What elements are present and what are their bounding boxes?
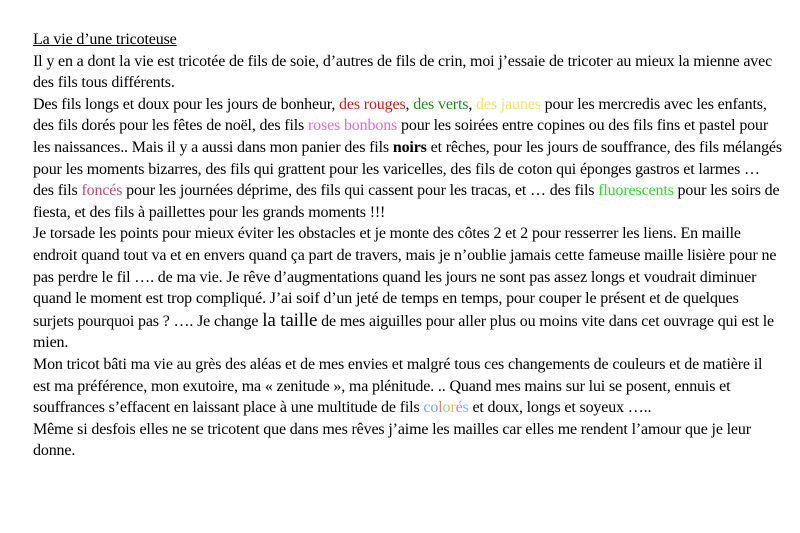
- letter: o: [442, 399, 451, 417]
- text-run: Mon tricot bâti ma vie au grès des aléas et de mes envies et malgré tous ces changements de couleurs et de matière il est ma préférence, mon exutoire, ma « zenitude », ma plénitude. .. Quand mes mains sur lui se posent, ennuis et souffrances s’effacent en laissant place à une multitude de fils: [33, 355, 763, 417]
- word-la-taille: la taille: [262, 309, 318, 331]
- word-fonces: foncés: [81, 182, 123, 200]
- letter: r: [450, 399, 456, 417]
- letter: s: [462, 399, 469, 417]
- word-rouges: des rouges: [339, 95, 406, 113]
- word-colores: [423, 399, 468, 416]
- document-body: [33, 29, 783, 462]
- text-run: Des fils longs et doux pour les jours de bonheur,: [33, 95, 340, 113]
- text-run: de mes aiguilles pour aller plus ou moins vite dans cet ouvrage qui est le mien.: [33, 312, 774, 352]
- text-run: ,: [468, 95, 477, 113]
- text-run: pour les soirées entre copines ou des fils fins et pastel pour les naissances.. Mais il y a aussi dans mon panier des fils: [33, 117, 769, 156]
- paragraph-2: [33, 94, 783, 224]
- word-roses-bonbons: roses bonbons: [307, 117, 398, 135]
- letter: co: [423, 399, 439, 417]
- text-run: pour les soirs de fiesta, et des fils à paillettes pour les grands moments !!!: [33, 182, 780, 221]
- paragraph-1: Il y en a dont la vie est tricotée de fils de soie, d’autres de fils de crin, moi j’essaie de tricoter au mieux la mienne avec des fils tous différents.: [33, 52, 773, 92]
- text-run: Je torsade les points pour mieux éviter les obstacles et je monte des côtes 2 et 2 pour resserrer les liens. En maille endroit quand tout va et en envers quand ça part de travers, mais je n’oublie jamais cette fameuse maille lisière pour ne pas perdre le fil …. de ma vie. Je rêve d’augmentations quand les jours ne sont pas assez longs et voudrait diminuer quand le moment est trop compliqué. J’ai soif d’un jeté de temps en temps, pour couper le présent et de quelques surjets pourquoi pas ? …. Je change: [33, 225, 777, 330]
- text-run: ,: [405, 95, 414, 113]
- word-noirs: noirs: [392, 138, 427, 156]
- word-verts: des verts: [413, 95, 469, 113]
- text-run: pour les journées déprime, des fils qui cassent pour les tracas, et … des fils: [122, 182, 599, 200]
- document-title: La vie d’une tricoteuse: [33, 31, 177, 48]
- word-jaunes: des jaunes: [476, 95, 541, 113]
- text-run: et doux, longs et soyeux …..: [468, 399, 652, 417]
- paragraph-3: [33, 223, 783, 354]
- letter: é: [455, 399, 463, 417]
- paragraph-4: [33, 354, 783, 419]
- paragraph-5: Même si desfois elles ne se tricotent que dans mes rêves j’aime les mailles car elles me rendent l’amour que je leur donne.: [33, 420, 751, 460]
- word-fluorescents: fluorescents: [598, 182, 674, 200]
- text-run: et rêches, pour les jours de souffrance, des fils mélangés pour les moments bizarres, des fils qui grattent pour les varicelles, des fils de coton qui éponges gastros et larmes … des fils: [33, 138, 782, 200]
- letter: l: [438, 399, 443, 417]
- text-run: pour les mercredis avec les enfants, des fils dorés pour les fêtes de noël, des fils: [33, 95, 767, 135]
